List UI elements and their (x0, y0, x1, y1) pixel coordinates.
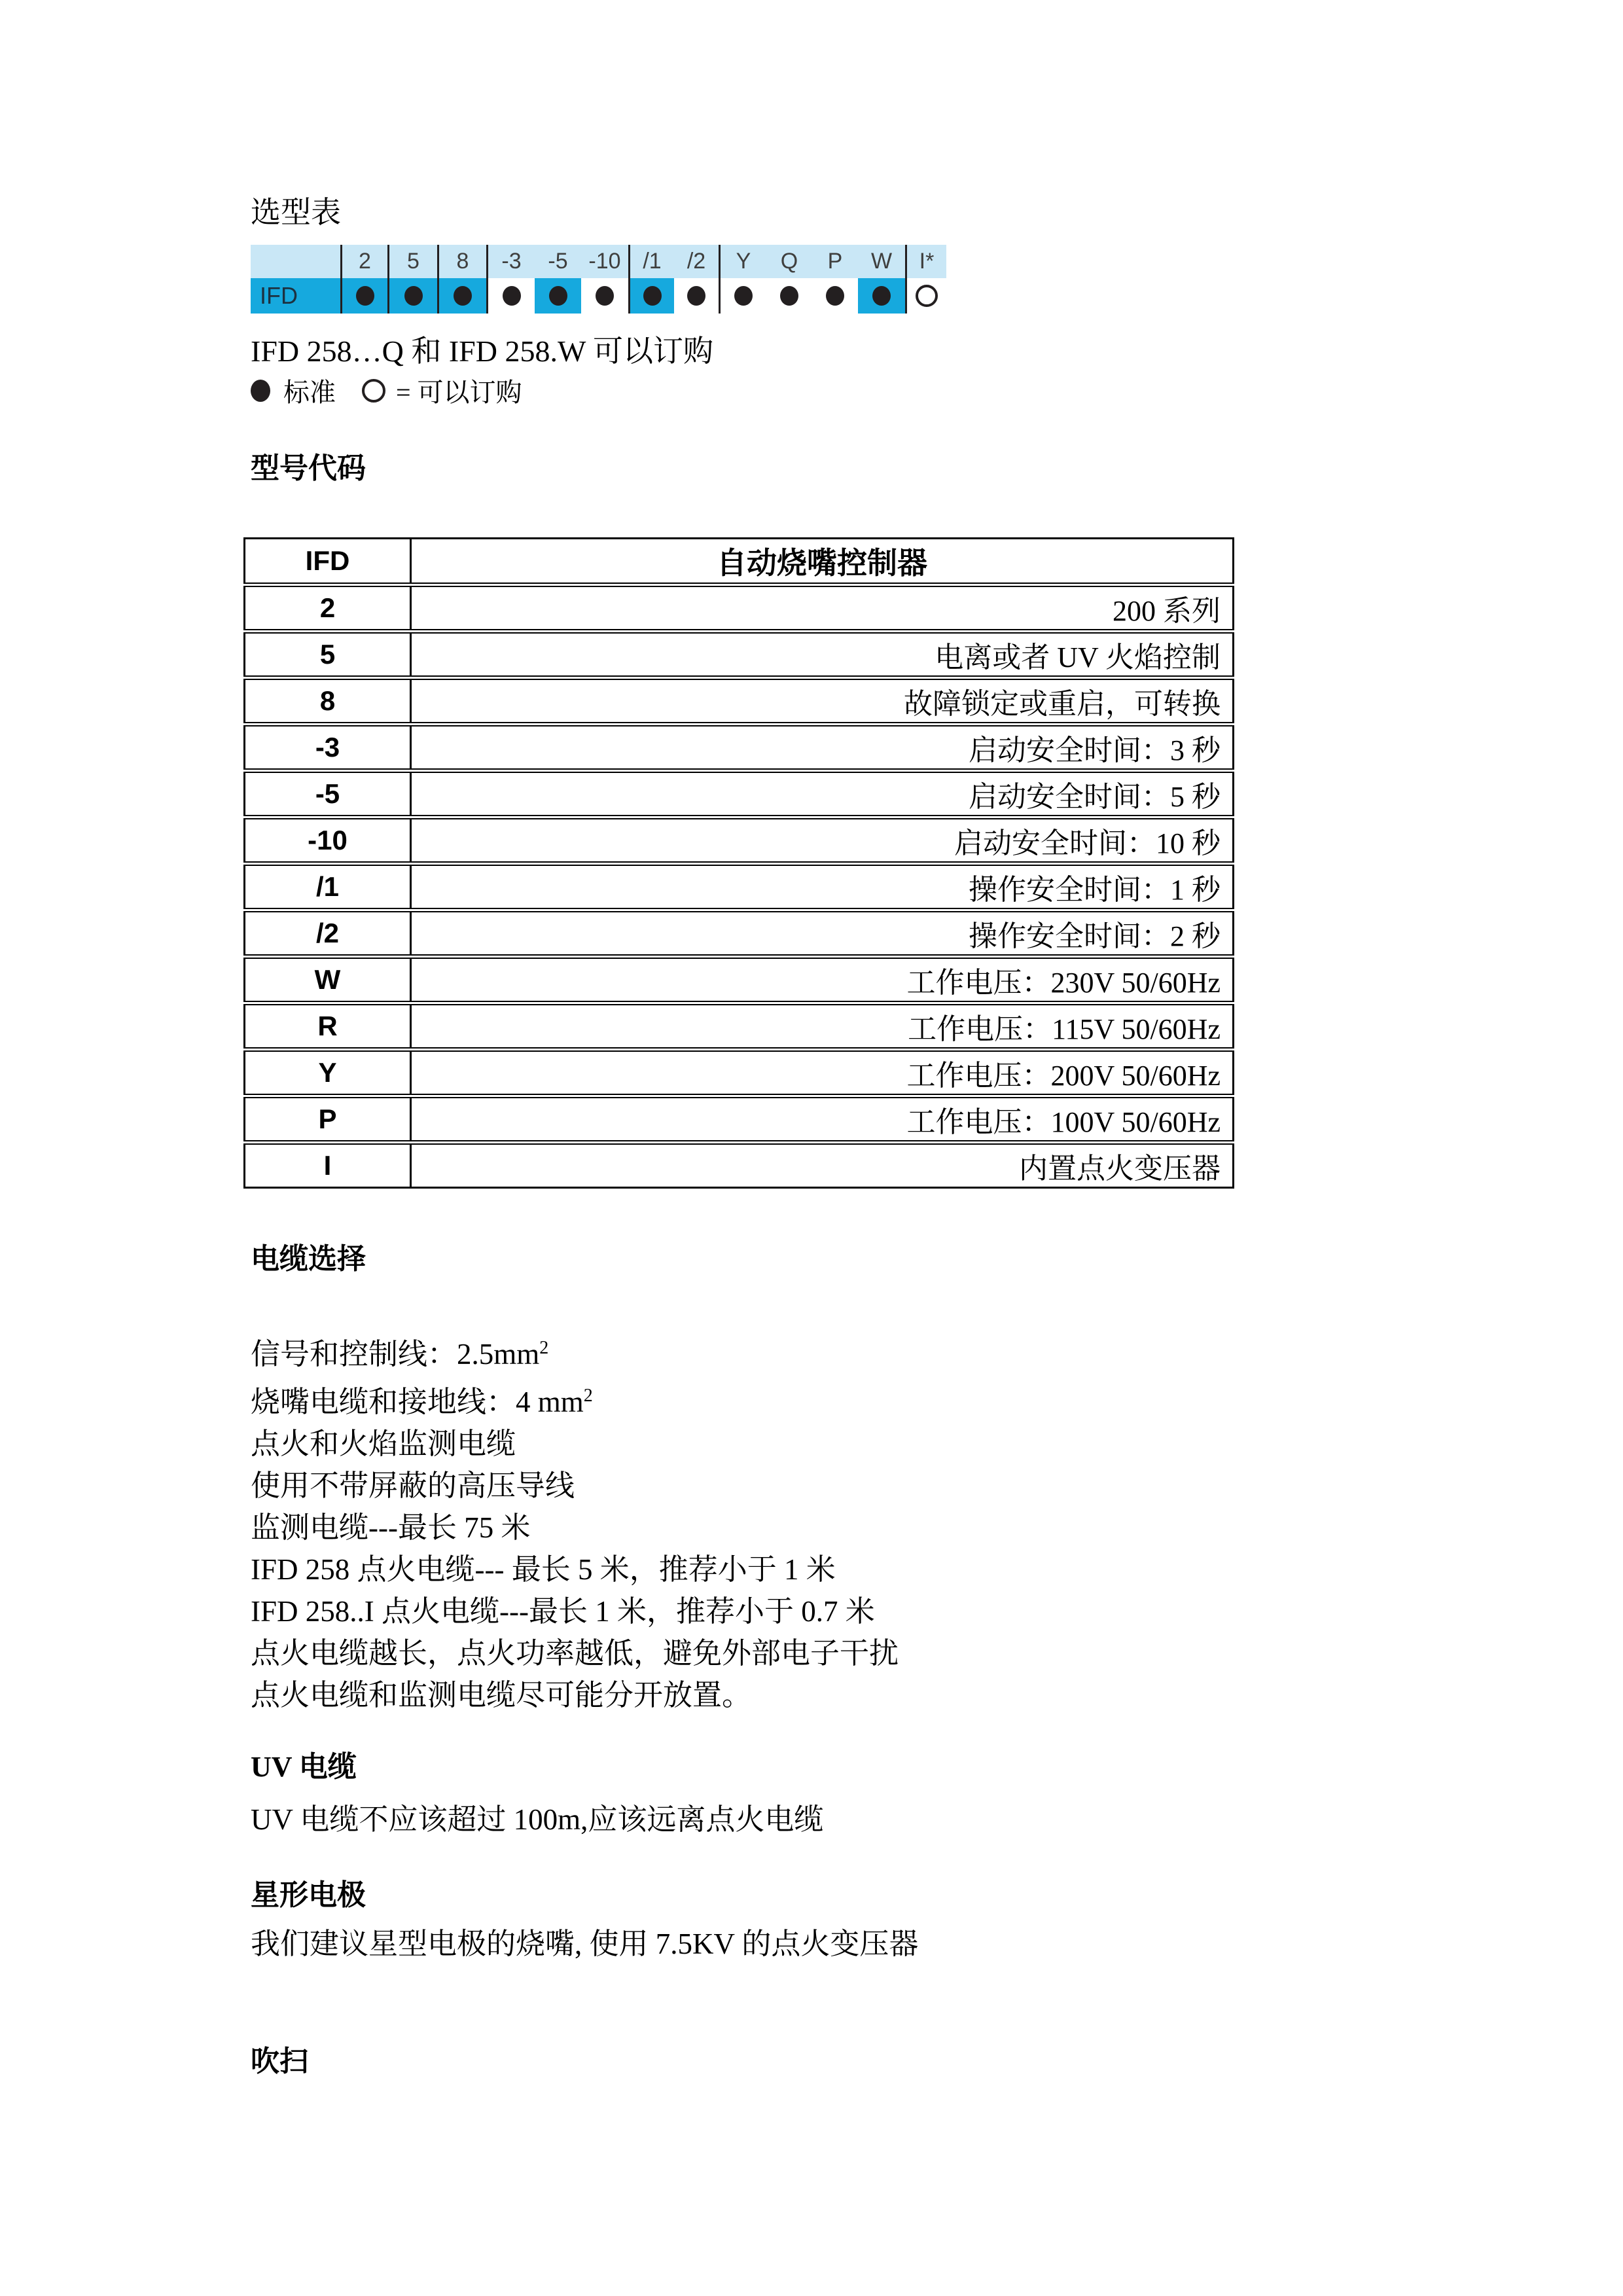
sel-col-8-cell (439, 278, 486, 314)
code-cell: 2 (245, 585, 411, 632)
open-dot-icon (916, 285, 938, 307)
table-row (245, 864, 1234, 910)
code-cell: -5 (245, 771, 411, 817)
table-row (245, 725, 1234, 771)
code-cell: 8 (245, 678, 411, 725)
table-row (245, 678, 1234, 725)
sel-col-s2-label: /2 (674, 245, 719, 278)
uv-section-heading: UV 电缆 (251, 1751, 357, 1783)
filled-dot-icon (549, 286, 567, 306)
code-cell: W (245, 957, 411, 1003)
desc-cell: 200 系列 (411, 585, 1234, 632)
cable-line: 点火和火焰监测电缆 (251, 1427, 516, 1460)
code-cell: I (245, 1143, 411, 1188)
desc-cell: 工作电压：100V 50/60Hz (411, 1096, 1234, 1143)
desc-cell: 工作电压：115V 50/60Hz (411, 1003, 1234, 1050)
sel-col-2 (340, 245, 387, 314)
selection-table-title: 选型表 (251, 196, 341, 229)
sel-col-m5-cell (535, 278, 581, 314)
cable-line: 点火电缆和监测电缆尽可能分开放置。 (251, 1679, 752, 1712)
table-row (245, 817, 1234, 864)
sel-col-p-label: P (812, 245, 858, 278)
legend-standard-label: 标准 (283, 378, 336, 407)
table-row (245, 771, 1234, 817)
sel-col-w (858, 245, 905, 314)
code-cell: -3 (245, 725, 411, 771)
sel-head-blank (251, 245, 340, 278)
purge-section-heading: 吹扫 (251, 2045, 308, 2077)
sel-col-q (766, 245, 812, 314)
filled-dot-icon (356, 286, 374, 306)
desc-cell: 操作安全时间：1 秒 (411, 864, 1234, 910)
filled-dot-icon (503, 286, 521, 306)
cable-line: 点火电缆越长，点火功率越低，避免外部电子干扰 (251, 1637, 899, 1670)
sel-col-ifd (251, 245, 340, 314)
filled-dot-icon (780, 286, 798, 306)
sel-col-i-cell (907, 278, 946, 314)
sel-col-m5-label: -5 (535, 245, 581, 278)
legend-orderable-label: = 可以订购 (396, 378, 522, 407)
legend (251, 372, 522, 409)
sel-col-8-label: 8 (439, 245, 486, 278)
table-row (245, 1050, 1234, 1096)
table-row (245, 539, 1234, 585)
sel-col-i-label: I* (907, 245, 946, 278)
sel-col-5 (387, 245, 437, 314)
table-row (245, 910, 1234, 957)
sel-col-s1 (628, 245, 674, 314)
filled-dot-icon (454, 286, 472, 306)
filled-dot-icon (872, 286, 891, 306)
superscript: 2 (539, 1338, 549, 1358)
sel-col-5-cell (389, 278, 437, 314)
sel-col-i (905, 245, 946, 314)
model-code-heading: 型号代码 (251, 452, 366, 484)
desc-cell: 启动安全时间：3 秒 (411, 725, 1234, 771)
selection-table (251, 245, 946, 314)
sel-col-q-label: Q (766, 245, 812, 278)
cable-line: 烧嘴电缆和接地线：4 $mm^2$ (251, 1386, 593, 1418)
sel-col-2-label: 2 (342, 245, 387, 278)
code-cell: /1 (245, 864, 411, 910)
desc-cell: 内置点火变压器 (411, 1143, 1234, 1188)
code-cell: Y (245, 1050, 411, 1096)
filled-dot-icon (251, 380, 270, 402)
code-cell: IFD (245, 539, 411, 585)
code-cell: /2 (245, 910, 411, 957)
desc-cell: 电离或者 UV 火焰控制 (411, 632, 1234, 678)
desc-cell: 故障锁定或重启，可转换 (411, 678, 1234, 725)
sel-col-p-cell (812, 278, 858, 314)
sel-col-y (719, 245, 766, 314)
filled-dot-icon (643, 286, 662, 306)
sel-col-m10-cell (581, 278, 628, 314)
sel-col-s1-label: /1 (630, 245, 674, 278)
table-row (245, 632, 1234, 678)
order-note: IFD 258…Q 和 IFD 258.W 可以订购 (251, 334, 714, 368)
sel-col-m3 (486, 245, 535, 314)
sel-row-label: IFD (251, 278, 340, 314)
model-code-table (243, 537, 1234, 1189)
sel-col-q-cell (766, 278, 812, 314)
uv-section-body: UV 电缆不应该超过 100m,应该远离点火电缆 (251, 1803, 824, 1836)
sel-col-s1-cell (630, 278, 674, 314)
star-section-body: 我们建议星型电极的烧嘴, 使用 7.5KV 的点火变压器 (251, 1928, 919, 1960)
sel-col-s2-cell (674, 278, 719, 314)
desc-cell: 工作电压：230V 50/60Hz (411, 957, 1234, 1003)
code-cell: 5 (245, 632, 411, 678)
sel-col-m10 (581, 245, 628, 314)
filled-dot-icon (687, 286, 705, 306)
sel-col-8 (437, 245, 486, 314)
sel-col-5-label: 5 (389, 245, 437, 278)
sel-col-m5 (535, 245, 581, 314)
desc-cell: 启动安全时间：5 秒 (411, 771, 1234, 817)
table-row (245, 585, 1234, 632)
sel-col-m3-label: -3 (488, 245, 535, 278)
sel-col-2-cell (342, 278, 387, 314)
cable-section-body (251, 1327, 899, 1716)
table-row (245, 1143, 1234, 1188)
cable-line: IFD 258..I 点火电缆---最长 1 米，推荐小于 0.7 米 (251, 1595, 875, 1628)
sel-col-w-label: W (858, 245, 905, 278)
code-cell: P (245, 1096, 411, 1143)
desc-cell: 工作电压：200V 50/60Hz (411, 1050, 1234, 1096)
code-cell: R (245, 1003, 411, 1050)
cable-section-heading: 电缆选择 (251, 1243, 366, 1275)
cable-line: 使用不带屏蔽的高压导线 (251, 1469, 575, 1502)
sel-col-s2 (674, 245, 719, 314)
filled-dot-icon (596, 286, 614, 306)
table-row (245, 1003, 1234, 1050)
table-row (245, 957, 1234, 1003)
filled-dot-icon (404, 286, 423, 306)
filled-dot-icon (734, 286, 753, 306)
cable-line: 监测电缆---最长 75 米 (251, 1511, 531, 1544)
cable-line: 信号和控制线：$2.5mm^2$ (251, 1338, 549, 1371)
sel-col-y-cell (721, 278, 766, 314)
table-row (245, 1096, 1234, 1143)
desc-cell: 操作安全时间：2 秒 (411, 910, 1234, 957)
sel-col-p (812, 245, 858, 314)
sel-col-y-label: Y (721, 245, 766, 278)
filled-dot-icon (826, 286, 844, 306)
sel-col-m3-cell (488, 278, 535, 314)
desc-cell: 启动安全时间：10 秒 (411, 817, 1234, 864)
cable-line: IFD 258 点火电缆--- 最长 5 米，推荐小于 1 米 (251, 1553, 836, 1586)
superscript: 2 (583, 1386, 593, 1406)
desc-cell: 自动烧嘴控制器 (411, 539, 1234, 585)
code-cell: -10 (245, 817, 411, 864)
sel-col-m10-label: -10 (581, 245, 628, 278)
open-dot-icon (362, 379, 385, 403)
star-section-heading: 星形电极 (251, 1879, 366, 1911)
sel-col-w-cell (858, 278, 905, 314)
